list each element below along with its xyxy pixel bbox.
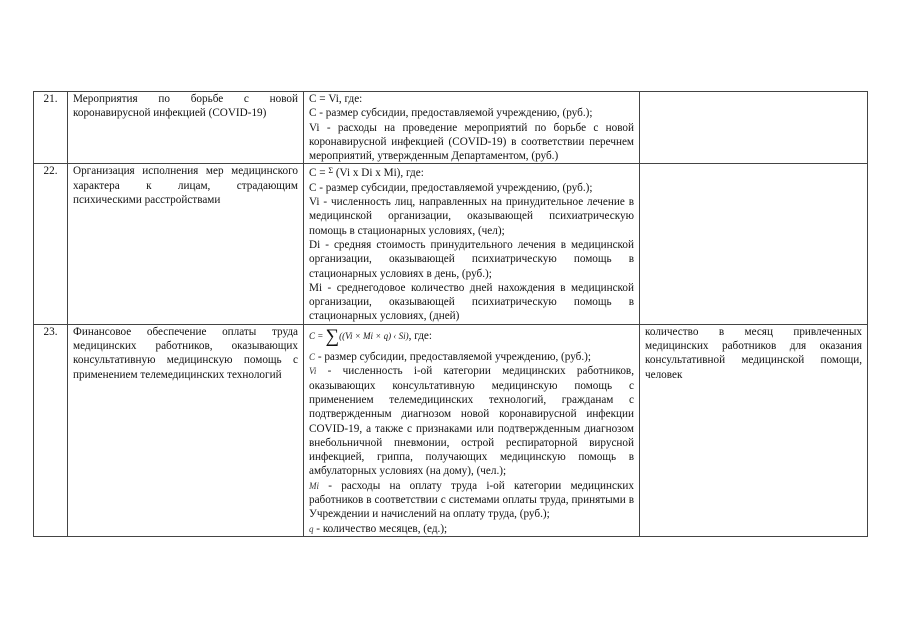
- definition-line: [309, 479, 634, 522]
- table-row: [34, 164, 868, 324]
- definition-line: [309, 522, 634, 536]
- row-number: 21.: [34, 92, 68, 164]
- definition-text: - количество месяцев, (ед.);: [313, 522, 448, 535]
- formula-line: Vi - расходы на проведение мероприятий по борьбе с новой коронавирусной инфекцией (COVID-19) в соответствии перечнем мероприятий, утвержденным Департаментом, (руб.): [309, 121, 634, 163]
- table-row: [34, 92, 868, 164]
- definition-symbol: Vi: [309, 366, 317, 377]
- row-number: 22.: [34, 164, 68, 324]
- unit-cell: [640, 164, 868, 324]
- measure-name: Мероприятия по борьбе с новой коронавирусной инфекцией (COVID-19): [68, 92, 304, 164]
- formula-left: C =: [309, 330, 326, 341]
- definition-line: [309, 364, 634, 478]
- table-row: [34, 324, 868, 536]
- measure-name: Организация исполнения мер медицинского характера к лицам, страдающим психическими расстройствами: [68, 164, 304, 324]
- formula-line: С - размер субсидии, предоставляемой учреждению, (руб.);: [309, 107, 593, 120]
- regulation-table: [33, 91, 868, 537]
- definition-symbol: q: [309, 523, 314, 534]
- formula-line: Vi - численность лиц, направленных на принудительное лечение в медицинской организации, оказывающей психиатрическую помощь в стационарных условиях, (чел);: [309, 196, 634, 237]
- formula-line: С = Vi, где:: [309, 93, 363, 105]
- sigma-symbol: Σ: [328, 166, 334, 176]
- formula-cell: [304, 164, 640, 324]
- formula-line: Mi - среднегодовое количество дней нахождения в медицинской организации, оказывающей психиатрическую помощь в стационарных условиях, (дней): [309, 281, 634, 323]
- definition-text: - расходы на оплату труда i-ой категории медицинских работников в соответствии с системами оплаты труда, принятыми в Учреждении и начислений на оплату труда, (руб.);: [309, 479, 634, 521]
- definition-text: - размер субсидии, предоставляемой учреждению, (руб.);: [315, 351, 591, 364]
- measure-name: Финансовое обеспечение оплаты труда медицинских работников, оказывающих консультативную медицинскую помощь с применением телемедицинских технологий: [68, 324, 304, 536]
- unit-cell: количество в месяц привлеченных медицинских работников для оказания консультативной медицинской помощи, человек: [640, 324, 868, 536]
- definition-symbol: C: [309, 352, 316, 363]
- row-number: 23.: [34, 324, 68, 536]
- formula-cell: [304, 324, 640, 536]
- definition-text: - численность i-ой категории медицинских работников, оказывающих консультативную медицинскую помощь с применением телемедицинских технологий, гражданам с подтвержденным диагнозом новой коронавирусной инфекции COVID-19, а также с признаками или подтвержденным диагнозом внебольничной пневмонии, острой респираторной вирусной инфекцией, гриппа, получающих медицинскую помощь в амбулаторных условиях (на дому), (чел.);: [309, 365, 634, 478]
- formula-expression: [309, 325, 634, 347]
- formula-cell: [304, 92, 640, 164]
- formula-expression: [309, 164, 634, 180]
- definition-line: [309, 350, 634, 364]
- formula-tail: (Vi x Di x Mi), где:: [333, 167, 424, 180]
- formula-inner: ((Vi × Mi × q) ‹ Si): [339, 330, 409, 341]
- definition-symbol: Mi: [309, 480, 319, 491]
- formula-line: Di - средняя стоимость принудительного лечения в медицинской организации, оказывающей психиатрическую помощь в стационарных условиях в день, (руб.);: [309, 238, 634, 280]
- sigma-symbol: ∑: [325, 325, 340, 347]
- formula-line: С - размер субсидии, предоставляемой учреждению, (руб.);: [309, 181, 593, 194]
- formula-head: С =: [309, 167, 329, 180]
- unit-cell: [640, 92, 868, 164]
- formula-where: , где:: [408, 329, 432, 342]
